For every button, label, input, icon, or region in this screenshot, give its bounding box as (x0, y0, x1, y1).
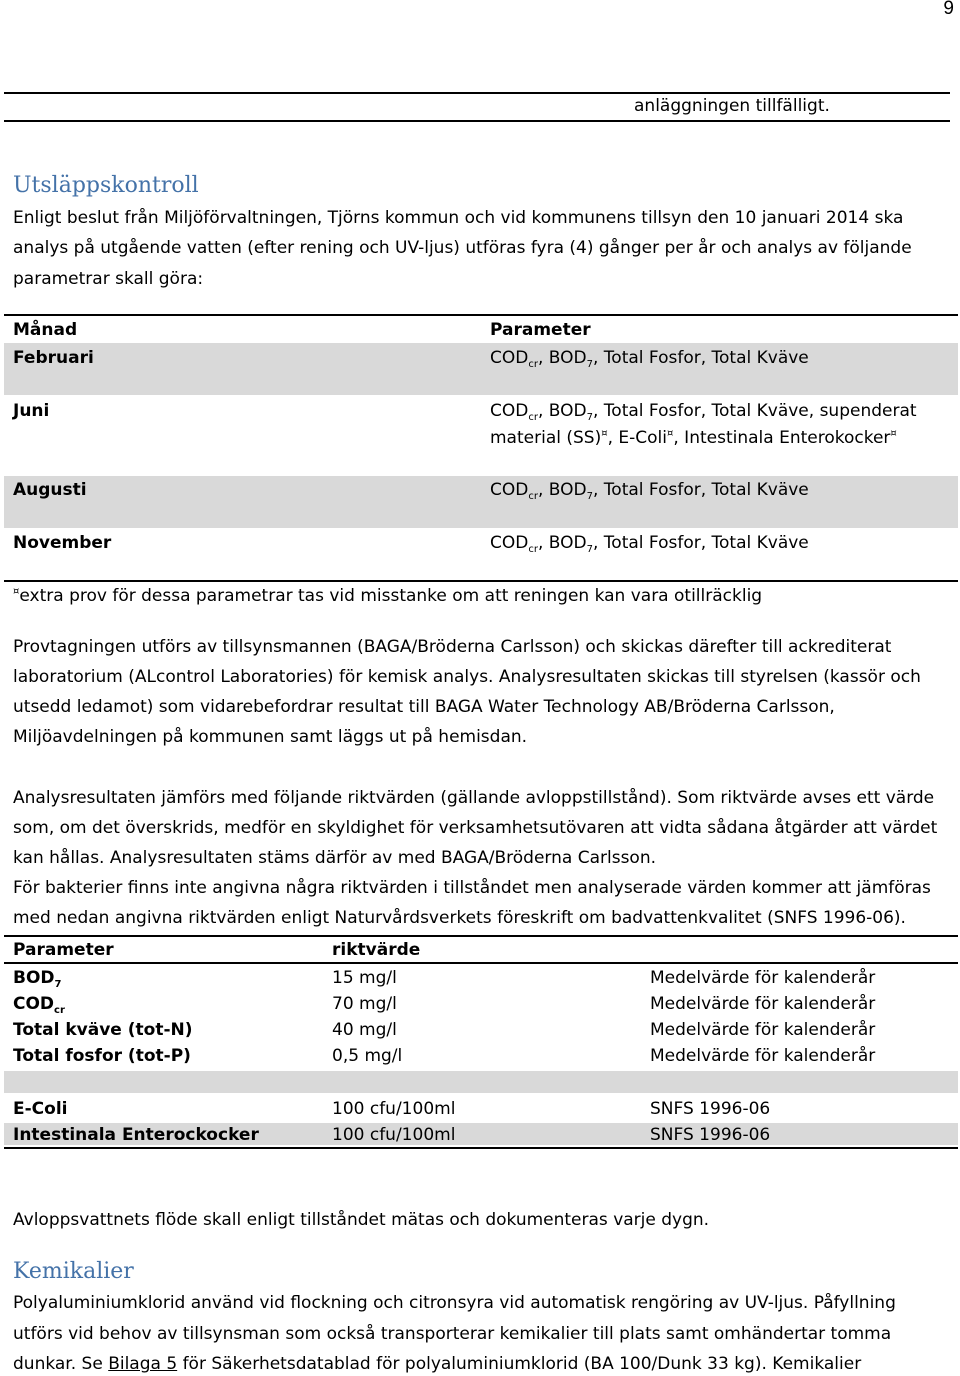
section-heading-kemikalier: Kemikalier (13, 1259, 134, 1284)
limits-value: 40 mg/l (332, 1020, 397, 1040)
paragraph-line: som, om det överskrids, medför en skyldighet för verksamhetsutövaren att vidta sådana åtgärder att värdet (13, 818, 938, 838)
section-heading-utslappskontroll: Utsläppskontroll (13, 173, 199, 198)
limits-header-value: riktvärde (332, 940, 421, 960)
top-box (4, 92, 950, 122)
limits-param: $BOD_7$ (13, 968, 62, 990)
paragraph-line: utsedd ledamot) som vidarebefordrar resultat till BAGA Water Technology AB/Bröderna Carlsson, (13, 697, 835, 717)
intro-line: Enligt beslut från Miljöförvaltningen, Tjörns kommun och vid kommunens tillsyn den 10 januari 2014 ska (13, 208, 904, 228)
paragraph-line: dunkar. Se Bilaga 5 för Säkerhetsdatablad för polyaluminiumklorid (BA 100/Dunk 33 kg). Kemikalier (13, 1354, 862, 1374)
limits-value: 15 mg/l (332, 968, 397, 988)
limits-note: Medelvärde för kalenderår (650, 968, 876, 988)
paragraph-line: För bakterier finns inte angivna några riktvärden i tillståndet men analyserade värden kommer att jämföras (13, 878, 931, 898)
paragraph-line: kan hållas. Analysresultaten stäms därför av med BAGA/Bröderna Carlsson. (13, 848, 657, 868)
flow-text: Avloppsvattnets flöde skall enligt tillståndet mätas och dokumenteras varje dygn. (13, 1210, 710, 1230)
page-number: 9 (943, 0, 954, 19)
limits-note: Medelvärde för kalenderår (650, 994, 876, 1014)
limits-bottom-rule (4, 1147, 958, 1149)
limits-value: 100 cfu/100ml (332, 1099, 456, 1119)
schedule-month: Februari (13, 348, 94, 368)
schedule-month: Augusti (13, 480, 87, 500)
schedule-parameters-cont: material (SS)¤, E-Coli¤, Intestinala Enterokocker¤ (490, 428, 897, 448)
intro-line: parametrar skall göra: (13, 269, 204, 289)
limits-note: SNFS 1996-06 (650, 1099, 771, 1119)
intro-line: analys på utgående vatten (efter rening och UV-ljus) utföras fyra (4) gånger per år och analys av följande (13, 238, 912, 258)
limits-note: Medelvärde för kalenderår (650, 1020, 876, 1040)
schedule-bottom-rule (4, 580, 958, 582)
schedule-parameters: $COD_{cr}$, $BOD_7$, Total Fosfor, Total Kväve (490, 348, 809, 370)
schedule-month: Juni (13, 401, 50, 421)
footnote: ¤extra prov för dessa parametrar tas vid misstanke om att reningen kan vara otillräcklig (13, 586, 763, 606)
limits-note: SNFS 1996-06 (650, 1125, 771, 1145)
limits-note: Medelvärde för kalenderår (650, 1046, 876, 1066)
schedule-header-month: Månad (13, 320, 78, 340)
schedule-shade-februari (4, 343, 958, 395)
limits-shade-spacer (4, 1071, 958, 1093)
paragraph-line: utförs vid behov av tillsynsman som också transporterar kemikalier till plats samt omhändertar tomma (13, 1324, 892, 1344)
limits-header-rule (4, 962, 958, 964)
limits-param: Total kväve (tot-N) (13, 1020, 193, 1040)
paragraph-line: Analysresultaten jämförs med följande riktvärden (gällande avloppstillstånd). Som riktvärde avses ett värde (13, 788, 935, 808)
limits-param: Intestinala Enterockocker (13, 1125, 259, 1145)
paragraph-line: med nedan angivna riktvärden enligt Naturvårdsverkets föreskrift om badvattenkvalitet (SNFS 1996-06). (13, 908, 906, 928)
paragraph-line: laboratorium (ALcontrol Laboratories) för kemisk analys. Analysresultaten skickas till styrelsen (kassör och (13, 667, 921, 687)
paragraph-line: Polyaluminiumklorid använd vid flockning och citronsyra vid automatisk rengöring av UV-ljus. Påfyllning (13, 1293, 896, 1313)
limits-param: E-Coli (13, 1099, 68, 1119)
bilaga-link[interactable]: Bilaga 5 (108, 1354, 178, 1374)
schedule-parameters: $COD_{cr}$, $BOD_7$, Total Fosfor, Total Kväve, supenderat (490, 401, 917, 423)
limits-value: 0,5 mg/l (332, 1046, 403, 1066)
schedule-parameters: $COD_{cr}$, $BOD_7$, Total Fosfor, Total Kväve (490, 533, 809, 555)
schedule-shade-augusti (4, 476, 958, 528)
limits-top-rule (4, 935, 958, 937)
limits-header-parameter: Parameter (13, 940, 114, 960)
top-box-text: anläggningen tillfälligt. (634, 96, 830, 116)
schedule-month: November (13, 533, 112, 553)
schedule-parameters: $COD_{cr}$, $BOD_7$, Total Fosfor, Total Kväve (490, 480, 809, 502)
limits-value: 70 mg/l (332, 994, 397, 1014)
schedule-header-parameter: Parameter (490, 320, 591, 340)
limits-value: 100 cfu/100ml (332, 1125, 456, 1145)
paragraph-line: Miljöavdelningen på kommunen samt läggs ut på hemisdan. (13, 727, 528, 747)
schedule-top-rule (4, 314, 958, 316)
paragraph-line: Provtagningen utförs av tillsynsmannen (BAGA/Bröderna Carlsson) och skickas därefter till ackrediterat (13, 637, 892, 657)
limits-param: $COD_{cr}$ (13, 994, 65, 1016)
limits-param: Total fosfor (tot-P) (13, 1046, 191, 1066)
